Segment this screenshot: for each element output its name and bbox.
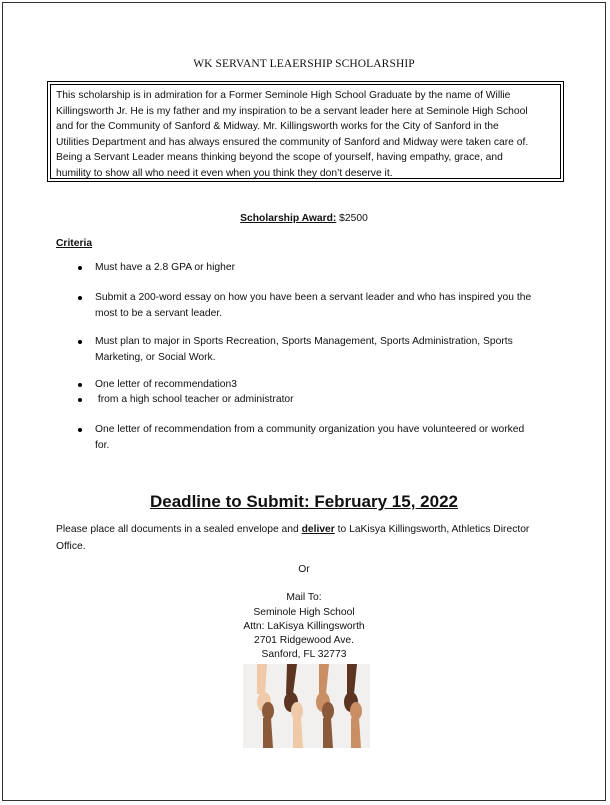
arm-medium-bottom (351, 718, 361, 748)
criteria-line: One letter of recommendation3 (95, 379, 237, 390)
arm-dark-top (286, 664, 297, 694)
intro-line: This scholarship is in admiration for a Former Seminole High School Graduate by the name of Willie (56, 90, 511, 101)
instructions-text: Please place all documents in a sealed envelope and (56, 524, 302, 535)
bullet-icon (78, 428, 82, 432)
document-page (2, 2, 606, 801)
criteria-line: Must plan to major in Sports Recreation, Sports Management, Sports Administration, Sports (95, 336, 513, 347)
mail-city: Sanford, FL 32773 (261, 649, 347, 660)
scholarship-award (3, 213, 605, 224)
mail-street: 2701 Ridgewood Ave. (254, 635, 354, 646)
mail-attn: Attn: LaKisya Killingsworth (243, 621, 365, 632)
intro-line: and for the Community of Sanford & Midway. Mr. Killingsworth works for the City of Sanford in the (56, 121, 499, 132)
intro-text (50, 84, 561, 179)
intro-box (47, 81, 564, 182)
hands-illustration (243, 664, 370, 748)
arm-brown-bottom-2 (323, 718, 333, 748)
criteria-line: One letter of recommendation from a community organization you have volunteered or worked (95, 424, 525, 435)
arm-brown-bottom (263, 718, 273, 748)
instructions-line2: Office. (56, 540, 86, 552)
arm-darkest-top (347, 664, 357, 694)
criteria-heading: Criteria (56, 238, 93, 249)
bullet-icon (78, 383, 82, 387)
arm-medium-top (319, 664, 329, 694)
holding-hands-image (243, 664, 370, 748)
criteria-line: most to be a servant leader. (95, 307, 223, 319)
intro-line: Being a Servant Leader means thinking beyond the scope of yourself, having empathy, grace, and (56, 152, 503, 163)
scholarship-title: WK SERVANT LEAERSHIP SCHOLARSHIP (193, 58, 415, 70)
arm-light-top (257, 664, 267, 694)
award-amount: $2500 (336, 213, 368, 224)
hand-brown (262, 702, 274, 720)
criteria-line: for. (95, 439, 110, 451)
criteria-line: from a high school teacher or administrator (95, 394, 294, 405)
instructions-text: to LaKisya Killingsworth, Athletics Director (334, 524, 530, 535)
criteria-line: Submit a 200-word essay on how you have been a servant leader and who has inspired you the (95, 292, 532, 303)
bullet-icon (78, 296, 82, 300)
deadline-heading: Deadline to Submit: February 15, 2022 (150, 492, 458, 511)
award-label: Scholarship Award: (240, 213, 337, 224)
arm-light-bottom (293, 718, 303, 748)
submission-instructions (56, 522, 556, 555)
intro-line: Utilities Department and has always ensured the community of Sanford and Midway were taken care of. (56, 136, 529, 148)
intro-line: humility to show all who need it even when you think they don’t deserve it. (56, 167, 393, 179)
mail-school: Seminole High School (253, 607, 355, 618)
intro-line: Killingsworth Jr. He is my father and my inspiration to be a servant leader here at Seminole High School (56, 105, 528, 117)
mail-heading: Mail To: (286, 592, 322, 603)
criteria-line: Marketing, or Social Work. (95, 351, 216, 363)
deliver-emphasis: deliver (301, 524, 335, 535)
or-text: Or (298, 564, 310, 575)
hand-brown-2 (322, 702, 334, 720)
bullet-icon (78, 340, 82, 344)
hand-light-2 (291, 702, 303, 720)
bullet-icon (78, 398, 82, 402)
criteria-line: Must have a 2.8 GPA or higher (95, 262, 236, 273)
hand-medium-2 (350, 702, 362, 720)
bullet-icon (78, 266, 82, 270)
